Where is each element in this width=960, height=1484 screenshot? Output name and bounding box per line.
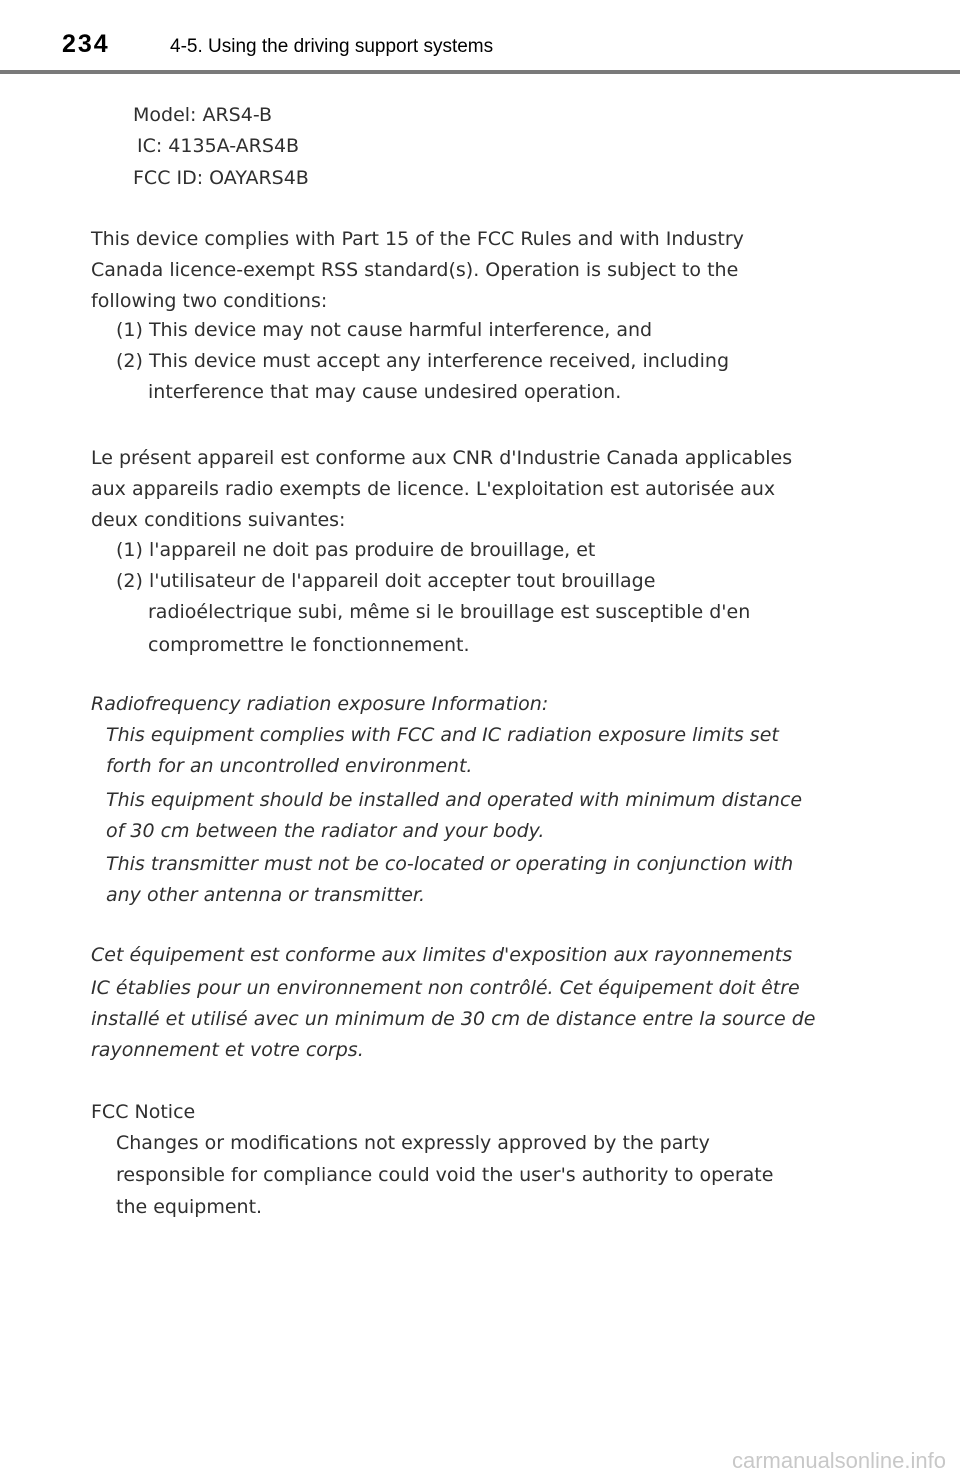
site-watermark: carmanualsonline.info — [731, 1448, 946, 1473]
rf-exposure-line: This transmitter must not be co-located or operating in conjunction with — [106, 853, 794, 875]
rf-exposure-fr-line: installé et utilisé avec un minimum de 30 cm de distance entre la source de — [91, 1008, 816, 1030]
fcc-notice-heading: FCC Notice — [91, 1101, 196, 1123]
fcc-notice-line: the equipment. — [116, 1196, 263, 1218]
fcc-compliance-line: following two conditions: — [91, 290, 328, 312]
rf-exposure-line: of 30 cm between the radiator and your body. — [106, 820, 545, 842]
french-condition-2: compromettre le fonctionnement. — [148, 634, 470, 656]
fcc-condition-2: interference that may cause undesired operation. — [148, 381, 622, 403]
fcc-condition-1: (1) This device may not cause harmful interference, and — [116, 319, 653, 341]
rf-exposure-heading: Radiofrequency radiation exposure Information: — [91, 693, 549, 715]
rf-exposure-fr-line: IC établies pour un environnement non contrôlé. Cet équipement doit être — [91, 977, 800, 999]
page-number: 234 — [62, 30, 110, 58]
rf-exposure-fr-line: Cet équipement est conforme aux limites d'exposition aux rayonnements — [91, 944, 793, 966]
french-compliance-line: deux conditions suivantes: — [91, 509, 346, 531]
fcc-id-label: FCC ID: OAYARS4B — [133, 167, 309, 189]
fcc-compliance-line: This device complies with Part 15 of the FCC Rules and with Industry — [91, 228, 744, 250]
rf-exposure-line: any other antenna or transmitter. — [106, 884, 426, 906]
french-condition-2: radioélectrique subi, même si le brouillage est susceptible d'en — [148, 601, 751, 623]
french-compliance-line: Le présent appareil est conforme aux CNR d'Industrie Canada applicables — [91, 447, 793, 469]
fcc-notice-line: responsible for compliance could void the user's authority to operate — [116, 1164, 774, 1186]
rf-exposure-line: This equipment should be installed and operated with minimum distance — [106, 789, 803, 811]
fcc-notice-line: Changes or modifications not expressly approved by the party — [116, 1132, 710, 1154]
french-compliance-line: aux appareils radio exempts de licence. L'exploitation est autorisée aux — [91, 478, 776, 500]
rf-exposure-fr-line: rayonnement et votre corps. — [91, 1039, 364, 1061]
ic-label: IC: 4135A-ARS4B — [137, 135, 300, 157]
rf-exposure-line: This equipment complies with FCC and IC radiation exposure limits set — [106, 724, 779, 746]
rf-exposure-line: forth for an uncontrolled environment. — [106, 755, 473, 777]
model-label: Model: ARS4-B — [133, 104, 273, 126]
french-condition-1: (1) l'appareil ne doit pas produire de brouillage, et — [116, 539, 596, 561]
section-title: 4-5. Using the driving support systems — [170, 36, 494, 57]
french-condition-2: (2) l'utilisateur de l'appareil doit accepter tout brouillage — [116, 570, 656, 592]
fcc-condition-2: (2) This device must accept any interference received, including — [116, 350, 730, 372]
fcc-compliance-line: Canada licence-exempt RSS standard(s). Operation is subject to the — [91, 259, 739, 281]
